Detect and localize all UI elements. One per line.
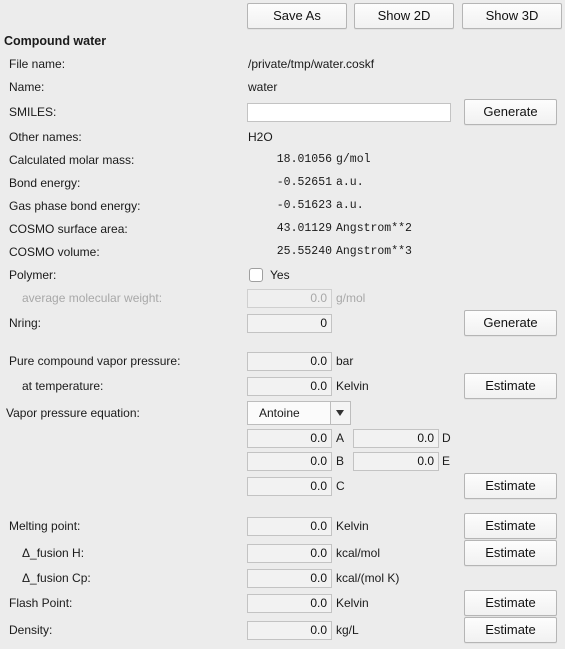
vp-equation-select[interactable] bbox=[247, 401, 351, 425]
smiles-generate-button[interactable]: Generate bbox=[464, 99, 557, 125]
polymer-yes-label: Yes bbox=[270, 268, 290, 282]
coef-b-field[interactable]: 0.0 bbox=[247, 452, 332, 471]
gas-bond-energy-value: -0.51623 bbox=[276, 199, 332, 212]
coef-b-label: B bbox=[336, 454, 345, 468]
coef-a-field[interactable]: 0.0 bbox=[247, 429, 332, 448]
gas-bond-energy-label: Gas phase bond energy: bbox=[9, 199, 141, 213]
molar-mass-label: Calculated molar mass: bbox=[9, 153, 135, 167]
polymer-checkbox[interactable] bbox=[249, 268, 263, 282]
avg-mol-weight-label: average molecular weight: bbox=[22, 291, 163, 305]
bond-energy-value: -0.52651 bbox=[276, 176, 332, 189]
at-temperature-unit: Kelvin bbox=[336, 379, 369, 393]
density-unit: kg/L bbox=[336, 623, 359, 637]
melting-point-unit: Kelvin bbox=[336, 519, 369, 533]
polymer-label: Polymer: bbox=[9, 268, 57, 282]
cosmo-area-label: COSMO surface area: bbox=[9, 222, 128, 236]
cosmo-area-unit: Angstrom**2 bbox=[336, 222, 412, 235]
nring-generate-button[interactable]: Generate bbox=[464, 310, 557, 336]
coef-c-field[interactable]: 0.0 bbox=[247, 477, 332, 496]
avg-mol-weight-field: 0.0 bbox=[247, 289, 332, 308]
smiles-input[interactable] bbox=[247, 103, 451, 122]
fusion-cp-unit: kcal/(mol K) bbox=[336, 571, 400, 585]
coef-d-field[interactable]: 0.0 bbox=[353, 429, 439, 448]
coef-e-label: E bbox=[442, 454, 451, 468]
coef-d-label: D bbox=[442, 431, 451, 445]
vp-equation-label: Vapor pressure equation: bbox=[6, 406, 140, 420]
molar-mass-unit: g/mol bbox=[336, 153, 371, 166]
cosmo-volume-label: COSMO volume: bbox=[9, 245, 100, 259]
density-label: Density: bbox=[9, 623, 53, 637]
molar-mass-value: 18.01056 bbox=[276, 153, 332, 166]
gas-bond-energy-unit: a.u. bbox=[336, 199, 364, 212]
name-label: Name: bbox=[9, 80, 45, 94]
fusion-h-unit: kcal/mol bbox=[336, 546, 381, 560]
coef-e-field[interactable]: 0.0 bbox=[353, 452, 439, 471]
vapor-pressure-estimate-button[interactable]: Estimate bbox=[464, 373, 557, 399]
compound-title: Compound water bbox=[4, 34, 107, 48]
fusion-h-label: Δ_fusion H: bbox=[22, 546, 85, 560]
flash-point-estimate-button[interactable]: Estimate bbox=[464, 590, 557, 616]
cosmo-volume-unit: Angstrom**3 bbox=[336, 245, 412, 258]
fusion-cp-field[interactable]: 0.0 bbox=[247, 569, 332, 588]
vp-equation-value: Antoine bbox=[259, 406, 300, 420]
fusion-h-estimate-button[interactable]: Estimate bbox=[464, 540, 557, 566]
avg-mol-weight-unit: g/mol bbox=[336, 291, 366, 305]
other-names-value: H2O bbox=[248, 130, 273, 144]
at-temperature-field[interactable]: 0.0 bbox=[247, 377, 332, 396]
bond-energy-label: Bond energy: bbox=[9, 176, 81, 190]
melting-point-estimate-button[interactable]: Estimate bbox=[464, 513, 557, 539]
file-name-label: File name: bbox=[9, 57, 66, 71]
dropdown-arrow-icon[interactable] bbox=[330, 402, 350, 424]
nring-label: Nring: bbox=[9, 316, 42, 330]
show-2d-button[interactable]: Show 2D bbox=[354, 3, 454, 29]
bond-energy-unit: a.u. bbox=[336, 176, 364, 189]
flash-point-unit: Kelvin bbox=[336, 596, 369, 610]
vapor-pressure-label: Pure compound vapor pressure: bbox=[9, 354, 181, 368]
smiles-label: SMILES: bbox=[9, 105, 57, 119]
vapor-pressure-field[interactable]: 0.0 bbox=[247, 352, 332, 371]
coef-c-label: C bbox=[336, 479, 345, 493]
nring-field[interactable]: 0 bbox=[247, 314, 332, 333]
cosmo-volume-value: 25.55240 bbox=[276, 245, 332, 258]
melting-point-field[interactable]: 0.0 bbox=[247, 517, 332, 536]
vp-equation-estimate-button[interactable]: Estimate bbox=[464, 473, 557, 499]
show-3d-button[interactable]: Show 3D bbox=[462, 3, 562, 29]
vapor-pressure-unit: bar bbox=[336, 354, 354, 368]
flash-point-field[interactable]: 0.0 bbox=[247, 594, 332, 613]
coef-a-label: A bbox=[336, 431, 345, 445]
at-temperature-label: at temperature: bbox=[22, 379, 104, 393]
melting-point-label: Melting point: bbox=[9, 519, 81, 533]
fusion-cp-label: Δ_fusion Cp: bbox=[22, 571, 91, 585]
fusion-h-field[interactable]: 0.0 bbox=[247, 544, 332, 563]
cosmo-area-value: 43.01129 bbox=[276, 222, 332, 235]
other-names-label: Other names: bbox=[9, 130, 82, 144]
flash-point-label: Flash Point: bbox=[9, 596, 73, 610]
save-as-button[interactable]: Save As bbox=[247, 3, 347, 29]
density-estimate-button[interactable]: Estimate bbox=[464, 617, 557, 643]
density-field[interactable]: 0.0 bbox=[247, 621, 332, 640]
file-name-value: /private/tmp/water.coskf bbox=[248, 57, 375, 71]
name-value: water bbox=[248, 80, 278, 94]
